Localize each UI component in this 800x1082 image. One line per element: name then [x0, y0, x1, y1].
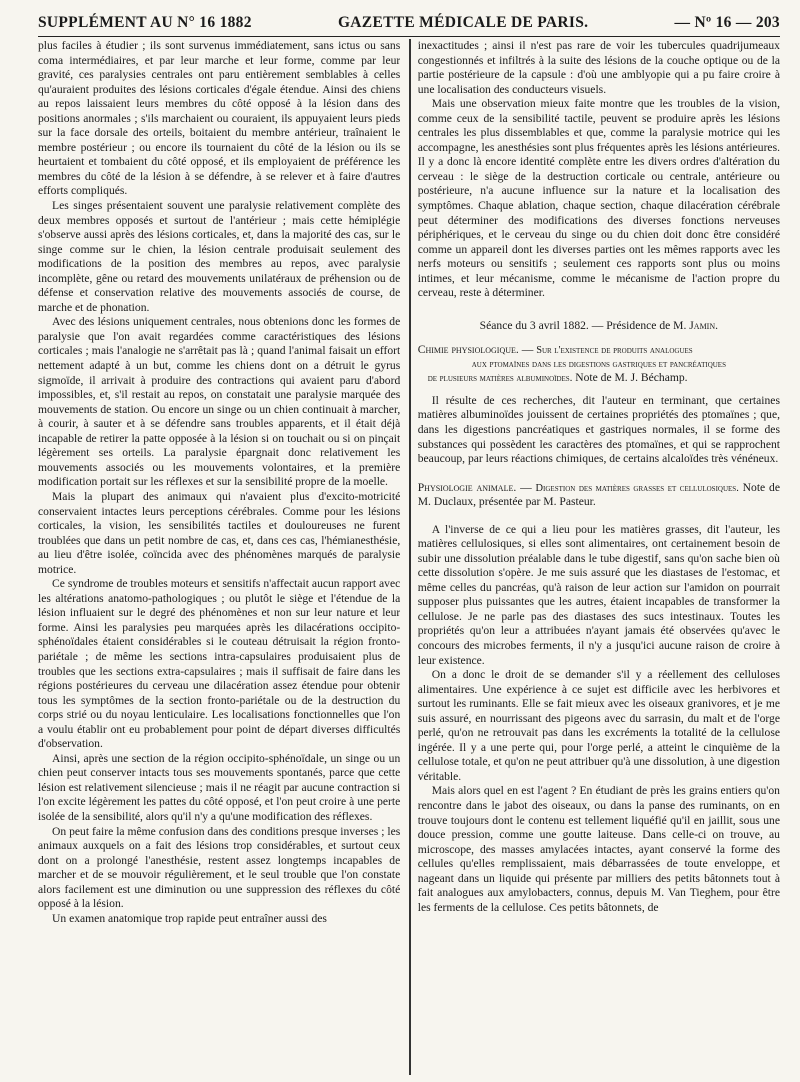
paragraph: On peut faire la même confusion dans des conditions presque inverses ; les animaux auxquels on a fait des lésions trop considérables, et surtout ceux dont on a prolongé l'anesthésie, restent assez longtemps incapables de marcher et de se mouvoir régulièrement, et le seul trouble que l'on constate alors facilement est une diminution ou une suppression des réflexes du côté opposé à la lésion. — [38, 824, 401, 911]
right-column — [418, 39, 780, 1075]
paragraph: On a donc le droit de se demander s'il y a réellement des celluloses alimentaires. Une expérience à ce sujet est difficile avec les herbivores et surtout les ruminants. Elle se fait mieux avec les oiseaux granivores, et je me suis assuré, en nourrissant des pigeons avec du sarrasin, du malt et de l'orge perlé, qu'on ne retrouvait pas dans les excréments la totalité de la cellulose ingérée. Il y a une perte qui, pour l'orge perlé, a atteint le cinquième de la cellulose totale, et qu'on ne peut attribuer qu'à une dissolution, à une digestion véritable. — [417, 668, 780, 783]
paragraph: plus faciles à étudier ; ils sont survenus immédiatement, sans ictus ou sans coma intermédiaires, et par leur marche et leur forme, comme par leur gravité, ces paralysies centrales ont paru entièrement semblables à celles qu'auraient produites des lésions corticales d'égale étendue. Ainsi des chiens au repos laissaient leurs membres du côté opposé à la lésion dans des positions anormales ; s'ils marchaient ou couraient, ils appuyaient leurs pieds sur la face dorsale des orteils, boitaient du membre antérieur, traînaient le membre postérieur ; ou encore ils tournaient du côté de la lésion ou ils se heurtaient et tombaient du côté opposé, et ils employaient de préférence les membres du côté de la lésion à se défendre, à se relever et à faire d'autres efforts compliqués. — [38, 39, 401, 198]
section-title-physiologie: Physiologie animale. — Digestion des matières grasses et cellulosiques. Note de M. Duclaux, présentée par M. Pasteur. — [417, 480, 780, 509]
paragraph: Un examen anatomique trop rapide peut entraîner aussi des — [52, 911, 327, 925]
paragraph: Ainsi, après une section de la région occipito-sphénoïdale, un singe ou un chien peut conserver intacts tous ses mouvements spontanés, parce que cette lésion est relativement silencieuse ; mais il ne réagit par aucune contraction si l'on excite légèrement les pattes du côté opposé, et l'on peut croire à une perte isolée de la sensibilité, alors qu'il n'y a qu'une modification des réflexes. — [38, 751, 401, 823]
section-heading: Physiologie animale. — — [417, 480, 536, 494]
paragraph: Les singes présentaient souvent une paralysie relativement complète des deux membres opposés et surtout de l'antérieur ; mais cette hémiplégie s'observe aussi après des lésions corticales, et, dans la majorité des cas, sur le singe comme sur le chien, la lésion centrale produisait seulement des modifications de la position des membres au repos, avec paralysie incomplète, gêne ou retard des mouvements unilatéraux de préhension ou de défense et conservation relative des mouvements associés de course, de marche et de phonation. — [38, 199, 401, 314]
left-column — [38, 39, 400, 1075]
paragraph: Mais la plupart des animaux qui n'avaient plus d'excito-motricité conservaient intactes leurs perceptions cérébrales. Comme pour les lésions corticales, la vision, les sensibilités tactiles et douloureuses ne furent troublées que dans un petit nombre de cas, et, dans ces cas, l'hémianesthésie, au lieu d'être isolée, coïncida avec des phénomènes marqués de paralysie motrice. — [38, 489, 401, 576]
paragraph: A l'inverse de ce qui a lieu pour les matières grasses, dit l'auteur, les matières cellulosiques, si elles sont alimentaires, ont certainement besoin de subir une dissolution préalable dans le tube digestif, sans qu'on sache bien où cette dissolution s'opère. Je me suis assuré que les diastases de l'estomac, et même celles du pancréas, qu'à raison de leur action sur l'amidon on pourrait supposer plus puissantes que les autres, étaient incapables de transformer la cellulose. Je ne parle pas des diastases des sucs intestinaux. Toutes les propriétés qu'on leur a attribuées n'ayant jamais été observées qu'avec le concours des microbes ferments, il n'y a jusqu'ici aucune raison de croire à leur existence. — [417, 522, 780, 667]
author-note: Note de M. Duclaux, présentée par M. Pasteur. — [417, 480, 780, 509]
paragraph: Avec des lésions uniquement centrales, nous obtenions donc les formes de paralysie que l'on avait regardées comme caractéristiques des lésions corticales ; mais l'analogie ne s'arrêtait pas là ; quand l'animal faisait un effort nettement adapté à un but, comme les chiens dont on a détruit le gyrus sigmoïde, il arrivait à produire des contractions qui avaient paru d'abord impossibles, et, s'il restait au repos, on constatait une paralysie marquée des mouvements de station. Ou encore un singe ou un chien continuait à marcher, à courir, à sauter et à se défendre sans troubles apparents, et il était déjà incapable de retirer la patte opposée à la lésion si on touchait ou si on pinçait légèrement ses orteils. La paralysie épargnait donc relativement les mouvements associés ou les mouvements volontaires, et la première modification portait sur les réflexes et sur la sensibilité propre de la moelle. — [38, 315, 401, 489]
section-title-chimie: Chimie physiologique. — Sur l'existence de produits analogues aux ptomaïnes dans les digestions gastriques et pancréatiques de plusieurs matières albuminoïdes. Note de M. J. Béchamp. — [417, 343, 726, 385]
paragraph: Il résulte de ces recherches, dit l'auteur en terminant, que certaines matières albuminoïdes jouissent de certaines propriétés des ptomaïnes ; que, dans les digestions pancréatiques et gastriques normales, il se forme des substances qui possèdent les caractères des ptomaïnes, et qui se rapprochent beaucoup, par leurs réactions chimiques, de certains alcaloïdes très vénéneux. — [417, 393, 780, 466]
session-heading: Séance du 3 avril 1882. — Présidence de M. Jamin. — [479, 318, 719, 332]
paragraph: Mais alors quel en est l'agent ? En étudiant de près les grains entiers qu'on rencontre dans le jabot des oiseaux, ou dans la panse des ruminants, on en trouve toujours dont le contenu est tellement liquéfié qu'il en jaillit, sous une douce pression, comme une goutte laiteuse. Dans celle-ci on trouve, au microscope, des masses amylacées intactes, ayant conservé la forme des cellules qu'elles remplissaient, mais débarrassées de toute enveloppe, et nageant dans un liquide qui présente par milliers des petits bâtonnets tout à fait analogues aux amylobacters, connus, depuis M. Van Tieghem, pour être les ferments de la cellulose. Ces petits bâtonnets, de — [417, 784, 780, 914]
column-divider — [409, 39, 410, 1075]
author-note: Note de M. J. Béchamp. — [572, 371, 688, 385]
header-center: GAZETTE MÉDICALE DE PARIS. — [337, 14, 589, 31]
paragraph: Mais une observation mieux faite montre que les troubles de la vision, comme ceux de la sensibilité tactile, peuvent se produire après les lésions centrales les plus dissemblables et que, comme la paralysie motrice qui les accompagne, les anesthésies sont plus fréquentes après les lésions antérieures. Il y a donc là encore identité complète entre les divers ordres d'altération du cerveau : le siège de la destruction corticale ou centrale, antérieure ou postérieure, n'a aucune influence sur la nature et la localisation des symptômes. Chaque ablation, chaque section, chaque dilacération cérébrale peut déterminer des modifications des diverses fonctions nerveuses périphériques, et le cerveau du singe ou du chien doit donc être considéré comme un appareil dont les diverses parties ont les mêmes rapports avec les nerfs moteurs ou sensitifs ; seulement ces rapports sont plus ou moins intimes, et leur mécanisme, comme le mécanisme de l'action propre du cerveau, reste à déterminer. — [417, 97, 780, 300]
president-name: Jamin. — [689, 318, 719, 332]
paragraph: Ce syndrome de troubles moteurs et sensitifs n'affectait aucun rapport avec les altérations anatomo-pathologiques ; ou plutôt le siège et l'étendue de la lésion influaient sur le degré des phénomènes et non sur leur nature et leur forme. Ainsi les paralysies peu marquées après les dilacérations occipito-sphénoïdales étaient considérables si le couteau détruisait la région fronto-pariétale ; de même les sections intra-capsulaires produisaient plus de troubles que les sections extra-capsulaires ; mais il suffisait de faire dans les régions postérieures du cerveau une dilacération assez étendue pour obtenir tous les symptômes de la section fronto-pariétale ou de la destruction du corps strié ou du noyau lenticulaire. Les localisations fonctionnelles que l'on a voulu établir ont eu probablement pour point de départ diverses difficultés d'observation. — [38, 577, 401, 751]
header-left: SUPPLÉMENT AU N° 16 1882 — [38, 14, 252, 31]
section-heading: Chimie physiologique. — — [417, 343, 537, 357]
two-column-body — [38, 39, 780, 1075]
header-page-number: — Nº 16 — 203 — [674, 14, 780, 31]
paragraph: inexactitudes ; ainsi il n'est pas rare de voir les tubercules quadrijumeaux congestionnés et infiltrés à la suite des lésions de la couche optique ou de la partie postérieure de la capsule : d'où une amblyopie qui a pu faire croire à une localisation des conducteurs visuels. — [417, 39, 780, 96]
running-header — [38, 14, 780, 37]
